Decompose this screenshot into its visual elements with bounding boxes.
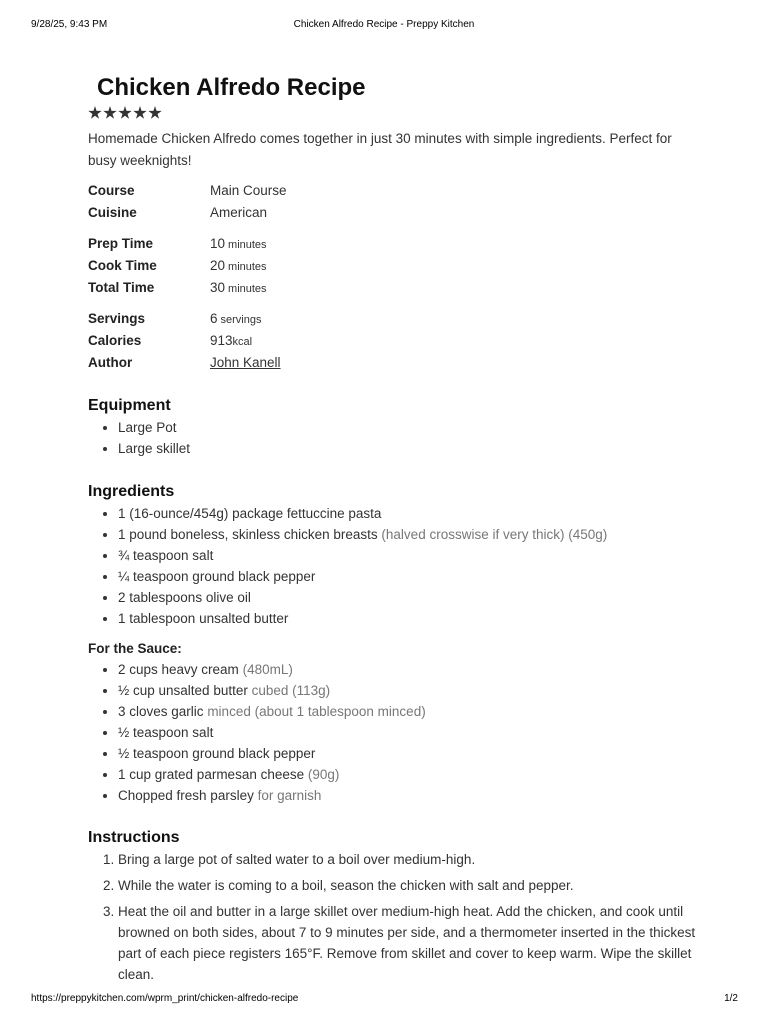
servings-unit: servings (220, 314, 262, 326)
star-icon (103, 106, 117, 120)
prep-time-unit: minutes (228, 239, 267, 251)
meta-cuisine (88, 202, 708, 224)
meta-total-time (88, 277, 708, 299)
cook-time-unit: minutes (228, 261, 267, 273)
meta-label: Prep Time (88, 236, 154, 251)
meta-value (210, 330, 252, 352)
sauce-ingredient-item-note: cubed (113g) (251, 683, 331, 698)
meta-label: Total Time (88, 280, 155, 295)
sauce-ingredient-item (118, 785, 708, 806)
meta-value (210, 277, 267, 299)
meta-course (88, 180, 708, 202)
ingredients-list (88, 503, 708, 629)
calories-value: 913 (210, 333, 233, 348)
meta-calories (88, 330, 708, 352)
sauce-ingredient-item-note: (90g) (307, 767, 340, 782)
total-time-value: 30 (210, 280, 226, 295)
meta-label: Servings (88, 311, 146, 326)
meta-prep-time (88, 233, 708, 255)
instruction-step: 2. While the water is coming to a boil, season the chicken with salt and pepper. (118, 875, 708, 896)
sauce-ingredient-item-note: for garnish (257, 788, 322, 803)
ingredient-item (118, 545, 708, 566)
sauce-ingredient-item (118, 743, 708, 764)
servings-value: 6 (210, 311, 218, 326)
print-url: https://preppykitchen.com/wprm_print/chicken-alfredo-recipe (31, 993, 299, 1004)
instruction-step: 1. Bring a large pot of salted water to a boil over medium-high. (118, 849, 708, 870)
ingredient-item (118, 608, 708, 629)
ingredient-item-text: ¼ teaspoon ground black pepper (118, 569, 316, 584)
sauce-ingredient-item-text: 2 cups heavy cream (118, 662, 239, 677)
equipment-heading: Equipment (88, 397, 171, 414)
meta-author (88, 352, 708, 374)
ingredient-item-text: ¾ teaspoon salt (118, 548, 214, 563)
meta-label: Course (88, 183, 135, 198)
ingredient-item (118, 524, 708, 545)
sauce-ingredient-item-text: ½ cup unsalted butter (118, 683, 248, 698)
ingredient-item-text: 1 (16-ounce/454g) package fettuccine pasta (118, 506, 382, 521)
star-icon (118, 106, 132, 120)
ingredient-item-note: (halved crosswise if very thick) (450g) (381, 527, 608, 542)
star-icon (133, 106, 147, 120)
print-page-title: Chicken Alfredo Recipe - Preppy Kitchen (293, 19, 475, 30)
meta-cook-time (88, 255, 708, 277)
meta-label: Cuisine (88, 205, 137, 220)
meta-value (210, 233, 267, 255)
star-icon (148, 106, 162, 120)
ingredient-item (118, 566, 708, 587)
sauce-ingredient-item-text: Chopped fresh parsley (118, 788, 254, 803)
calories-unit: kcal (232, 336, 253, 348)
equipment-item: • Large skillet (118, 438, 708, 459)
meta-servings (88, 308, 708, 330)
author-link[interactable]: John Kanell (210, 355, 281, 370)
instructions-heading: Instructions (88, 829, 180, 846)
sauce-ingredient-item-note: (480mL) (242, 662, 293, 677)
meta-value (210, 308, 261, 330)
recipe-title: Chicken Alfredo Recipe (97, 74, 366, 101)
instruction-step: 3. Heat the oil and butter in a large skillet over medium-high heat. Add the chicken, and cook until browned on both sides, about 7 to 9 minutes per side, and a thermometer inserted in the thickest part of each piece registers 165°F. Remove from skillet and cover to keep warm. Wipe the skillet clean. (118, 901, 708, 985)
recipe-card (88, 72, 708, 990)
print-date: 9/28/25, 9:43 PM (31, 19, 108, 30)
meta-value (210, 255, 267, 277)
sauce-heading: For the Sauce: (88, 641, 182, 656)
recipe-summary: Homemade Chicken Alfredo comes together in just 30 minutes with simple ingredients. Perfect for busy weeknights! (88, 131, 672, 168)
ingredient-item-text: 1 pound boneless, skinless chicken breasts (118, 527, 378, 542)
meta-label: Calories (88, 333, 142, 348)
meta-value: American (210, 205, 268, 220)
sauce-ingredient-item (118, 659, 708, 680)
page-number: 1/2 (724, 993, 738, 1004)
sauce-ingredient-item-text: 1 cup grated parmesan cheese (118, 767, 305, 782)
instructions-list (88, 849, 708, 985)
equipment-list (88, 417, 708, 459)
sauce-ingredient-item (118, 680, 708, 701)
star-icon (88, 106, 102, 120)
meta-label: Author (88, 355, 133, 370)
ingredient-item-text: 1 tablespoon unsalted butter (118, 611, 289, 626)
recipe-meta (88, 180, 708, 374)
prep-time-value: 10 (210, 236, 226, 251)
sauce-ingredient-item-text: ½ teaspoon salt (118, 725, 214, 740)
ingredients-heading: Ingredients (88, 483, 175, 500)
sauce-ingredient-item (118, 701, 708, 722)
sauce-ingredient-item-text: ½ teaspoon ground black pepper (118, 746, 316, 761)
ingredient-item-text: 2 tablespoons olive oil (118, 590, 251, 605)
meta-value: Main Course (210, 183, 287, 198)
cook-time-value: 20 (210, 258, 226, 273)
ingredient-item (118, 587, 708, 608)
sauce-ingredient-item-text: 3 cloves garlic (118, 704, 204, 719)
ingredient-item (118, 503, 708, 524)
total-time-unit: minutes (228, 283, 267, 295)
rating-stars (88, 106, 708, 124)
sauce-ingredient-item (118, 764, 708, 785)
sauce-ingredient-item (118, 722, 708, 743)
sauce-ingredients-list (88, 659, 708, 806)
meta-label: Cook Time (88, 258, 157, 273)
equipment-item: • Large Pot (118, 417, 708, 438)
sauce-ingredient-item-note: minced (about 1 tablespoon minced) (207, 704, 426, 719)
